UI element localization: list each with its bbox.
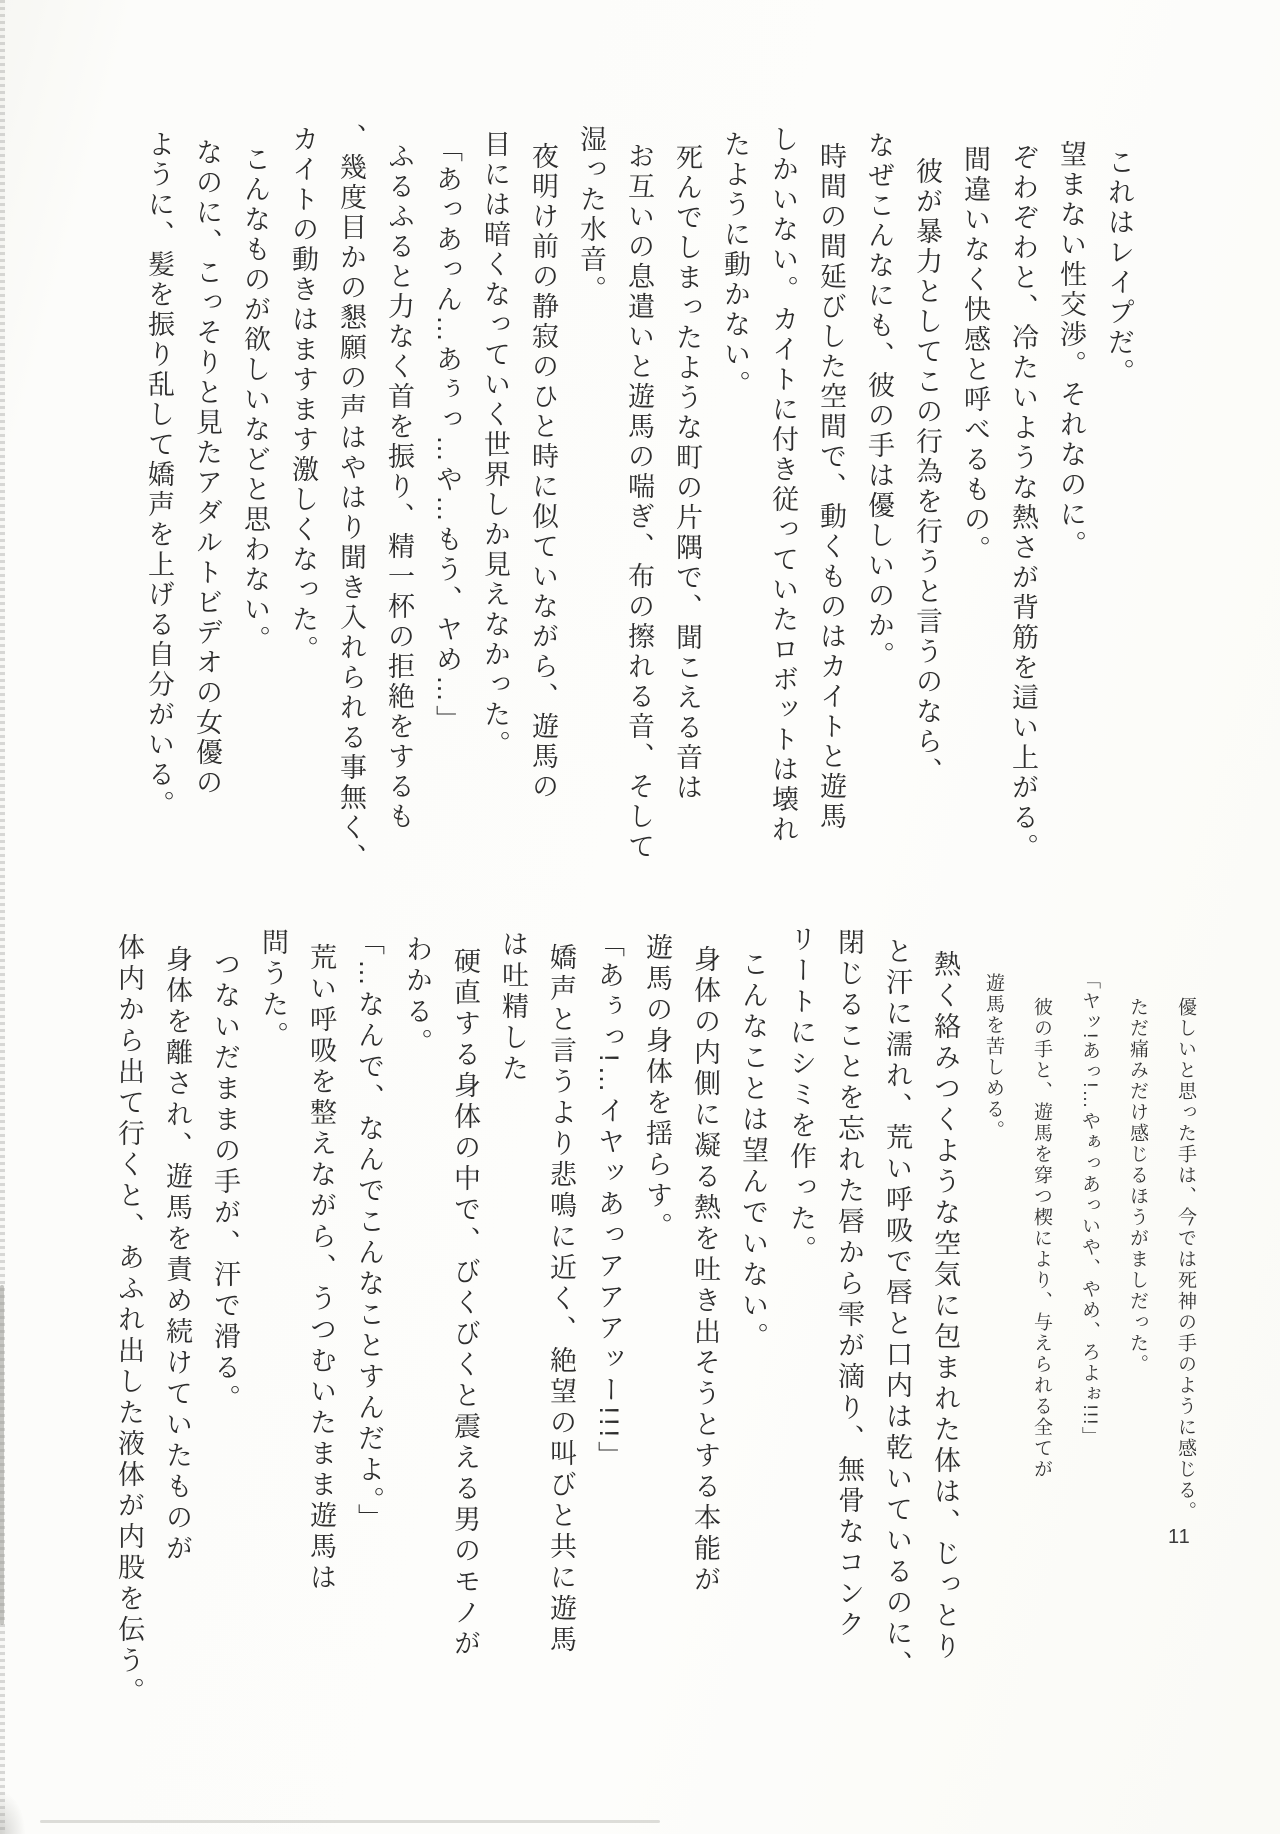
text-block-bottom xyxy=(105,920,1209,1710)
text-column: 間違いなく快感と呼べるもの。 xyxy=(960,145,990,565)
text-column: 遊馬を苦しめる。 xyxy=(983,973,1004,1141)
text-column: つないだままの手が、汗で滑る。 xyxy=(210,950,240,1415)
text-column: 夜明け前の静寂のひと時に似ていながら、遊馬の xyxy=(528,142,558,802)
text-column: お互いの息遣いと遊馬の喘ぎ、布の擦れる音、そして xyxy=(624,142,654,862)
text-column: 「あっあっん…あぅっ…や…もう、ヤめ…」 xyxy=(432,135,462,735)
text-column: ふるふると力なく首を振り、精一杯の拒絶をするも xyxy=(384,142,414,832)
text-column: 「あぅっ!…イヤッあっアアアッー!!!」 xyxy=(594,930,624,1473)
text-column: 遊馬の身体を揺らす。 xyxy=(642,933,672,1243)
text-column: ように、髪を振り乱して嬌声を上げる自分がいる。 xyxy=(144,130,174,820)
text-column: 身体を離され、遊馬を責め続けていたものが xyxy=(162,945,192,1565)
text-column: 時間の間延びした空間で、動くものはカイトと遊馬 xyxy=(816,142,846,832)
text-column: 「ヤッ!あっ!…やぁっあっいや、やめ、ろよぉ!!!」 xyxy=(1079,970,1100,1448)
text-column: 、幾度目かの懇願の声はやはり聞き入れられる事無く、 xyxy=(336,123,366,873)
text-column: 目には暗くなっていく世界しか見えなかった。 xyxy=(480,130,510,760)
text-column: 体内から出て行くと、あふれ出した液体が内股を伝う。 xyxy=(114,933,144,1708)
text-column: わかる。 xyxy=(402,935,432,1059)
text-block-top xyxy=(135,122,1143,873)
text-column: 身体の内側に凝る熱を吐き出そうとする本能が xyxy=(690,945,720,1596)
text-column: なのに、こっそりと見たアダルトビデオの女優の xyxy=(192,138,222,798)
scan-edge-artifact-left-dark xyxy=(0,1285,4,1625)
text-column: と汗に濡れ、荒い呼吸で唇と口内は乾いているのに、 xyxy=(882,937,912,1681)
text-column: 彼の手と、遊馬を穿つ楔により、与えられる全てが xyxy=(1031,997,1052,1480)
text-column: 死んでしまったような町の片隅で、聞こえる音は xyxy=(672,143,702,803)
text-column: カイトの動きはますます激しくなった。 xyxy=(288,125,318,665)
text-column: ぞわぞわと、冷たいような熱さが背筋を這い上がる。 xyxy=(1008,143,1038,863)
text-column: 荒い呼吸を整えながら、うつむいたまま遊馬は xyxy=(306,943,336,1594)
text-column: ただ痛みだけ感じるほうがましだった。 xyxy=(1127,997,1148,1375)
text-column: リートにシミを作った。 xyxy=(786,925,816,1266)
scan-corner-smudge xyxy=(0,1790,26,1834)
text-column: は吐精した xyxy=(498,930,528,1085)
text-column: 閉じることを忘れた唇から雫が滴り、無骨なコンク xyxy=(834,928,864,1641)
page-number: 11 xyxy=(1168,1526,1191,1548)
text-column: なぜこんなにも、彼の手は優しいのか。 xyxy=(864,131,894,671)
scan-edge-artifact-bottom xyxy=(40,1820,660,1823)
text-column: 望まない性交渉。それなのに。 xyxy=(1056,140,1086,560)
text-column: 問うた。 xyxy=(258,928,288,1052)
text-column: これはレイプだ。 xyxy=(1104,148,1134,388)
text-column: たように動かない。 xyxy=(720,130,750,400)
text-column: しかいない。カイトに付き従っていたロボットは壊れ xyxy=(768,125,798,845)
text-column: 硬直する身体の中で、びくびくと震える男のモノが xyxy=(450,947,480,1660)
text-column: こんなことは望んでいない。 xyxy=(738,950,768,1353)
text-column: 嬌声と言うより悲鳴に近く、絶望の叫びと共に遊馬 xyxy=(546,943,576,1656)
text-column: 熱く絡みつくような空気に包まれた体は、じっとり xyxy=(930,950,960,1663)
text-column: 「…なんで、なんでこんなことすんだよ。」 xyxy=(354,928,384,1535)
text-column: 彼が暴力としてこの行為を行うと言うのなら、 xyxy=(912,157,942,787)
text-column: 優しいと思った手は、今では死神の手のように感じる。 xyxy=(1175,997,1196,1522)
text-column: 湿った水音。 xyxy=(576,125,606,305)
text-column: こんなものが欲しいなどと思わない。 xyxy=(240,145,270,655)
